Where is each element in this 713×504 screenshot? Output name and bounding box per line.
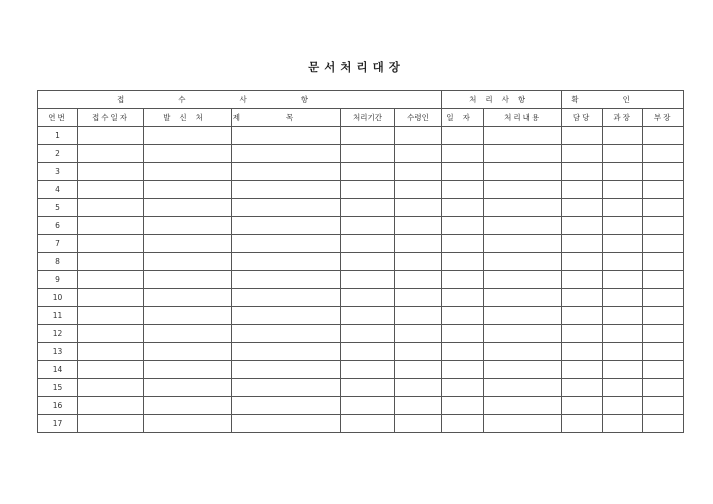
receiver-cell[interactable] (395, 397, 442, 415)
processing-content-cell[interactable] (484, 145, 562, 163)
table-row (38, 289, 684, 307)
table-row (38, 325, 684, 343)
section-chief-confirm-cell[interactable] (603, 307, 643, 325)
table-row (38, 343, 684, 361)
document-ledger-table (37, 90, 684, 433)
subject-cell[interactable] (232, 379, 341, 397)
subject-cell[interactable] (232, 343, 341, 361)
receipt-date-cell[interactable] (78, 397, 144, 415)
dept-head-confirm-cell[interactable] (643, 379, 684, 397)
row-number: 6 (38, 217, 78, 235)
receiver-cell[interactable] (395, 289, 442, 307)
dept-head-confirm-cell[interactable] (643, 289, 684, 307)
dept-head-confirm-cell[interactable] (643, 343, 684, 361)
dept-head-confirm-cell[interactable] (643, 235, 684, 253)
sender-cell[interactable] (144, 343, 232, 361)
receipt-date-cell[interactable] (78, 127, 144, 145)
subject-cell[interactable] (232, 361, 341, 379)
row-number: 4 (38, 181, 78, 199)
deadline-cell[interactable] (341, 361, 395, 379)
section-chief-confirm-cell[interactable] (603, 361, 643, 379)
receiver-cell[interactable] (395, 127, 442, 145)
processing-date-cell[interactable] (442, 127, 484, 145)
row-number: 15 (38, 379, 78, 397)
table-row (38, 127, 684, 145)
staff-confirm-cell[interactable] (562, 163, 603, 181)
sender-cell[interactable] (144, 145, 232, 163)
subject-cell[interactable] (232, 217, 341, 235)
row-number: 9 (38, 271, 78, 289)
receipt-date-cell[interactable] (78, 199, 144, 217)
receipt-date-cell[interactable] (78, 271, 144, 289)
processing-date-cell[interactable] (442, 307, 484, 325)
subject-cell[interactable] (232, 235, 341, 253)
processing-content-cell[interactable] (484, 361, 562, 379)
sender-cell[interactable] (144, 199, 232, 217)
subject-cell[interactable] (232, 163, 341, 181)
receiver-cell[interactable] (395, 253, 442, 271)
staff-confirm-cell[interactable] (562, 271, 603, 289)
dept-head-confirm-cell[interactable] (643, 145, 684, 163)
dept-head-confirm-cell[interactable] (643, 163, 684, 181)
sender-cell[interactable] (144, 307, 232, 325)
deadline-cell[interactable] (341, 325, 395, 343)
deadline-cell[interactable] (341, 343, 395, 361)
subject-cell[interactable] (232, 145, 341, 163)
receiver-cell[interactable] (395, 217, 442, 235)
sender-column-header: 발신처 (144, 109, 232, 127)
dept-head-confirm-cell[interactable] (643, 127, 684, 145)
section-chief-confirm-cell[interactable] (603, 325, 643, 343)
sender-cell[interactable] (144, 325, 232, 343)
processing-content-cell[interactable] (484, 325, 562, 343)
receiver-column-header: 수령인 (395, 109, 442, 127)
staff-confirm-cell[interactable] (562, 127, 603, 145)
subject-cell[interactable] (232, 415, 341, 433)
table-row (38, 379, 684, 397)
row-number: 3 (38, 163, 78, 181)
receiver-cell[interactable] (395, 415, 442, 433)
dept-head-confirm-cell[interactable] (643, 199, 684, 217)
subject-cell[interactable] (232, 181, 341, 199)
receipt-date-cell[interactable] (78, 379, 144, 397)
deadline-cell[interactable] (341, 307, 395, 325)
seq-column-header: 연번 (38, 109, 78, 127)
staff-confirm-cell[interactable] (562, 181, 603, 199)
row-number: 8 (38, 253, 78, 271)
staff-confirm-cell[interactable] (562, 289, 603, 307)
sender-cell[interactable] (144, 163, 232, 181)
receipt-date-cell[interactable] (78, 307, 144, 325)
staff-confirm-cell[interactable] (562, 307, 603, 325)
processing-date-cell[interactable] (442, 199, 484, 217)
row-number: 17 (38, 415, 78, 433)
section-chief-confirm-cell[interactable] (603, 289, 643, 307)
dept-head-column-header: 부장 (643, 109, 684, 127)
sender-cell[interactable] (144, 217, 232, 235)
processing-date-cell[interactable] (442, 235, 484, 253)
receipt-date-cell[interactable] (78, 235, 144, 253)
processing-content-cell[interactable] (484, 217, 562, 235)
receiver-cell[interactable] (395, 307, 442, 325)
deadline-cell[interactable] (341, 217, 395, 235)
deadline-cell[interactable] (341, 127, 395, 145)
processing-content-cell[interactable] (484, 397, 562, 415)
dept-head-confirm-cell[interactable] (643, 217, 684, 235)
processing-content-cell[interactable] (484, 289, 562, 307)
section-chief-column-header: 과장 (603, 109, 643, 127)
deadline-cell[interactable] (341, 379, 395, 397)
deadline-cell[interactable] (341, 145, 395, 163)
processing-content-cell[interactable] (484, 415, 562, 433)
table-row (38, 163, 684, 181)
table-row (38, 235, 684, 253)
receiver-cell[interactable] (395, 343, 442, 361)
staff-column-header: 담당 (562, 109, 603, 127)
processing-date-cell[interactable] (442, 145, 484, 163)
section-chief-confirm-cell[interactable] (603, 145, 643, 163)
receipt-date-column-header: 접수일자 (78, 109, 144, 127)
staff-confirm-cell[interactable] (562, 145, 603, 163)
subject-cell[interactable] (232, 253, 341, 271)
section-chief-confirm-cell[interactable] (603, 199, 643, 217)
receiver-cell[interactable] (395, 181, 442, 199)
processing-date-cell[interactable] (442, 379, 484, 397)
receiver-cell[interactable] (395, 361, 442, 379)
table-row (38, 307, 684, 325)
staff-confirm-cell[interactable] (562, 199, 603, 217)
row-number: 7 (38, 235, 78, 253)
dept-head-confirm-cell[interactable] (643, 253, 684, 271)
sender-cell[interactable] (144, 181, 232, 199)
receipt-date-cell[interactable] (78, 415, 144, 433)
subject-cell[interactable] (232, 271, 341, 289)
table-row (38, 145, 684, 163)
receipt-date-cell[interactable] (78, 217, 144, 235)
subject-cell[interactable] (232, 199, 341, 217)
receipt-date-cell[interactable] (78, 343, 144, 361)
staff-confirm-cell[interactable] (562, 361, 603, 379)
dept-head-confirm-cell[interactable] (643, 415, 684, 433)
row-number: 2 (38, 145, 78, 163)
receipt-date-cell[interactable] (78, 361, 144, 379)
subject-column-header: 제목 (232, 109, 341, 127)
staff-confirm-cell[interactable] (562, 325, 603, 343)
dept-head-confirm-cell[interactable] (643, 181, 684, 199)
processing-date-cell[interactable] (442, 397, 484, 415)
staff-confirm-cell[interactable] (562, 253, 603, 271)
sender-cell[interactable] (144, 361, 232, 379)
document-title: 문서처리대장 (308, 60, 405, 74)
receiver-cell[interactable] (395, 379, 442, 397)
sender-cell[interactable] (144, 253, 232, 271)
processing-date-cell[interactable] (442, 415, 484, 433)
table-row (38, 361, 684, 379)
receipt-group-header: 접수사항 (38, 91, 442, 109)
receipt-date-cell[interactable] (78, 163, 144, 181)
processing-date-column-header: 일자 (442, 109, 484, 127)
sender-cell[interactable] (144, 415, 232, 433)
section-chief-confirm-cell[interactable] (603, 415, 643, 433)
deadline-cell[interactable] (341, 163, 395, 181)
section-chief-confirm-cell[interactable] (603, 217, 643, 235)
staff-confirm-cell[interactable] (562, 397, 603, 415)
receipt-date-cell[interactable] (78, 289, 144, 307)
deadline-cell[interactable] (341, 397, 395, 415)
receiver-cell[interactable] (395, 235, 442, 253)
processing-content-cell[interactable] (484, 343, 562, 361)
subject-cell[interactable] (232, 289, 341, 307)
processing-content-column-header: 처리내용 (484, 109, 562, 127)
processing-date-cell[interactable] (442, 181, 484, 199)
subject-cell[interactable] (232, 127, 341, 145)
confirmation-group-header: 확인 (562, 91, 684, 109)
processing-date-cell[interactable] (442, 289, 484, 307)
section-chief-confirm-cell[interactable] (603, 343, 643, 361)
sender-cell[interactable] (144, 235, 232, 253)
processing-date-cell[interactable] (442, 253, 484, 271)
sender-cell[interactable] (144, 397, 232, 415)
section-chief-confirm-cell[interactable] (603, 379, 643, 397)
staff-confirm-cell[interactable] (562, 415, 603, 433)
ledger-body (38, 127, 684, 433)
row-number: 11 (38, 307, 78, 325)
row-number: 13 (38, 343, 78, 361)
processing-content-cell[interactable] (484, 271, 562, 289)
deadline-cell[interactable] (341, 253, 395, 271)
section-chief-confirm-cell[interactable] (603, 163, 643, 181)
processing-date-cell[interactable] (442, 361, 484, 379)
table-row (38, 415, 684, 433)
processing-date-cell[interactable] (442, 271, 484, 289)
receiver-cell[interactable] (395, 271, 442, 289)
processing-date-cell[interactable] (442, 217, 484, 235)
deadline-cell[interactable] (341, 415, 395, 433)
table-row (38, 199, 684, 217)
row-number: 16 (38, 397, 78, 415)
processing-content-cell[interactable] (484, 127, 562, 145)
deadline-column-header: 처리기간 (341, 109, 395, 127)
deadline-cell[interactable] (341, 289, 395, 307)
processing-content-cell[interactable] (484, 379, 562, 397)
section-chief-confirm-cell[interactable] (603, 271, 643, 289)
row-number: 5 (38, 199, 78, 217)
deadline-cell[interactable] (341, 199, 395, 217)
subject-cell[interactable] (232, 397, 341, 415)
processing-content-cell[interactable] (484, 199, 562, 217)
row-number: 10 (38, 289, 78, 307)
row-number: 1 (38, 127, 78, 145)
processing-content-cell[interactable] (484, 235, 562, 253)
sender-cell[interactable] (144, 271, 232, 289)
receiver-cell[interactable] (395, 325, 442, 343)
dept-head-confirm-cell[interactable] (643, 307, 684, 325)
subject-cell[interactable] (232, 307, 341, 325)
processing-content-cell[interactable] (484, 163, 562, 181)
processing-date-cell[interactable] (442, 163, 484, 181)
table-row (38, 217, 684, 235)
processing-date-cell[interactable] (442, 325, 484, 343)
row-number: 14 (38, 361, 78, 379)
receipt-date-cell[interactable] (78, 253, 144, 271)
table-row (38, 253, 684, 271)
dept-head-confirm-cell[interactable] (643, 361, 684, 379)
sender-cell[interactable] (144, 127, 232, 145)
dept-head-confirm-cell[interactable] (643, 397, 684, 415)
receiver-cell[interactable] (395, 145, 442, 163)
sender-cell[interactable] (144, 289, 232, 307)
group-header-row (38, 91, 684, 109)
table-row (38, 271, 684, 289)
table-row (38, 181, 684, 199)
receiver-cell[interactable] (395, 163, 442, 181)
processing-group-header: 처리사항 (442, 91, 562, 109)
dept-head-confirm-cell[interactable] (643, 325, 684, 343)
dept-head-confirm-cell[interactable] (643, 271, 684, 289)
section-chief-confirm-cell[interactable] (603, 235, 643, 253)
deadline-cell[interactable] (341, 235, 395, 253)
section-chief-confirm-cell[interactable] (603, 127, 643, 145)
receipt-date-cell[interactable] (78, 181, 144, 199)
processing-content-cell[interactable] (484, 253, 562, 271)
sender-cell[interactable] (144, 379, 232, 397)
section-chief-confirm-cell[interactable] (603, 397, 643, 415)
staff-confirm-cell[interactable] (562, 379, 603, 397)
table-row (38, 397, 684, 415)
receiver-cell[interactable] (395, 199, 442, 217)
staff-confirm-cell[interactable] (562, 217, 603, 235)
column-header-row (38, 109, 684, 127)
processing-content-cell[interactable] (484, 181, 562, 199)
section-chief-confirm-cell[interactable] (603, 253, 643, 271)
deadline-cell[interactable] (341, 181, 395, 199)
subject-cell[interactable] (232, 325, 341, 343)
staff-confirm-cell[interactable] (562, 343, 603, 361)
staff-confirm-cell[interactable] (562, 235, 603, 253)
section-chief-confirm-cell[interactable] (603, 181, 643, 199)
processing-date-cell[interactable] (442, 343, 484, 361)
receipt-date-cell[interactable] (78, 325, 144, 343)
receipt-date-cell[interactable] (78, 145, 144, 163)
deadline-cell[interactable] (341, 271, 395, 289)
row-number: 12 (38, 325, 78, 343)
processing-content-cell[interactable] (484, 307, 562, 325)
